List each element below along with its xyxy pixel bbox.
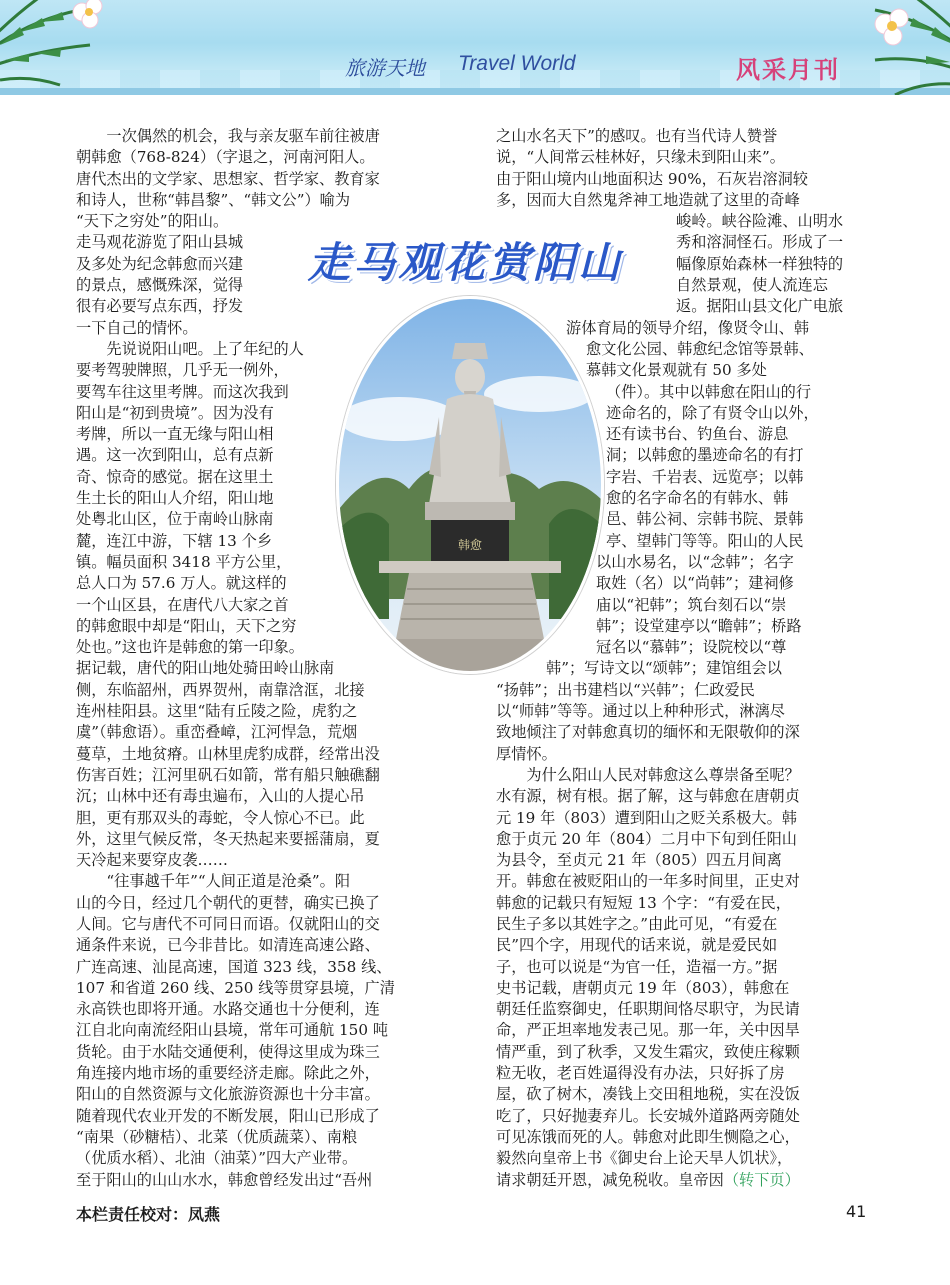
text-line: 可见冻饿而死的人。韩愈对此即生恻隐之心， xyxy=(496,1127,800,1146)
text-line: 朝廷任监察御史，任职期间恪尽职守，为民请 xyxy=(496,1000,800,1019)
text-line: 生土长的阳山人介绍，阳山地 xyxy=(76,489,274,508)
page-number: 41 xyxy=(846,1202,867,1221)
text-line: 天冷起来要穿皮袭…… xyxy=(76,851,228,870)
text-line: 要驾车往这里考牌。而这次我到 xyxy=(76,382,289,401)
text-line: 伤害百姓；江河里矾石如箭，常有船只触礁翻 xyxy=(76,765,380,784)
text-line: 史书记载，唐朝贞元 19 年（803），韩愈在 xyxy=(496,978,790,997)
text-line: 先说说阳山吧。上了年纪的人 xyxy=(76,339,304,358)
text-line: 据记载，唐代的阳山地处骑田岭山脉南 xyxy=(76,659,335,678)
text-line: 致地倾注了对韩愈真切的缅怀和无限敬仰的深 xyxy=(496,723,800,742)
text-line: 永高铁也即将开通。水路交通也十分便利，连 xyxy=(76,1000,380,1019)
text-line: 慕韩文化景观就有 50 多处 xyxy=(586,361,767,380)
text-line: 奇、惊奇的感觉。据在这里土 xyxy=(76,467,274,486)
text-line: 货轮。由于水陆交通便利，使得这里成为珠三 xyxy=(76,1042,380,1061)
text-line: 愈于贞元 20 年（804）二月中下旬到任阳山 xyxy=(496,829,797,848)
text-line: 总人口为 57.6 万人。就这样的 xyxy=(76,574,287,593)
text-line: 愈文化公园、韩愈纪念馆等景韩、 xyxy=(586,339,814,358)
text-line: 迹命名的，除了有贤令山以外， xyxy=(606,403,819,422)
text-line: “扬韩”；出书建档以“兴韩”；仁政爱民 xyxy=(496,680,755,699)
text-line: 侧，东临韶州，西界贺州，南靠浛洭，北接 xyxy=(76,680,365,699)
text-line: 情严重，到了秋季，又发生霜灾，致使庄稼颗 xyxy=(496,1042,800,1061)
text-line: 山的今日，经过几个朝代的更替，确实已换了 xyxy=(76,893,380,912)
text-line: 江自北向南流经阳山县境，常年可通航 150 吨 xyxy=(76,1021,389,1040)
text-line: 随着现代农业开发的不断发展，阳山已形成了 xyxy=(76,1106,380,1125)
article-column-left xyxy=(76,126,468,1191)
text-line: 唐代杰出的文学家、思想家、哲学家、教育家 xyxy=(76,169,380,188)
text-line: 麓，连江中游，下辖 13 个乡 xyxy=(76,531,273,550)
text-line: 取姓（名）以“尚韩”；建祠修 xyxy=(596,574,794,593)
text-line: 朝韩愈（768-824）（字退之，河南河阳人。 xyxy=(76,148,375,167)
text-line: 沉；山林中还有毒虫遍布，入山的人提心吊 xyxy=(76,787,365,806)
text-line: 阳山是“初到贵境”。因为没有 xyxy=(76,403,274,422)
text-line: 处也。”这也许是韩愈的第一印象。 xyxy=(76,638,304,657)
text-line: 庙以“祀韩”；筑台刻石以“崇 xyxy=(596,595,787,614)
text-line: 和诗人，世称“韩昌黎”、“韩文公”）喻为 xyxy=(76,190,351,209)
text-line: “南果（砂糖桔）、北菜（优质蔬菜）、南粮 xyxy=(76,1127,358,1146)
text-line: 外，这里气候反常，冬天热起来要摇蒲扇，夏 xyxy=(76,829,380,848)
text-line: 冠名以“慕韩”；设院校以“尊 xyxy=(596,638,787,657)
text-line: 通条件来说，已今非昔比。如清连高速公路、 xyxy=(76,936,380,955)
text-line: 遇。这一次到阳山，总有点新 xyxy=(76,446,274,465)
magazine-name: 风采月刊 xyxy=(736,55,840,84)
text-line: 处粤北山区，位于南岭山脉南 xyxy=(76,510,274,529)
text-line: 韩愈的记载只有短短 13 个字：“有爱在民， xyxy=(496,893,791,912)
section-title-cn: 旅游天地 xyxy=(345,56,425,80)
text-line: 自然景观，使人流连忘 xyxy=(676,276,828,295)
text-line: 峻岭。峡谷险滩、山明水 xyxy=(676,212,844,231)
text-line: 粒无收，老百姓逼得没有办法，只好拆了房 xyxy=(496,1064,785,1083)
text-line: “往事越千年”“人间正道是沧桑”。阳 xyxy=(76,872,351,891)
text-line: 邑、韩公祠、宗韩书院、景韩 xyxy=(606,510,804,529)
text-line: 以山水易名，以“念韩”；名字 xyxy=(596,552,794,571)
article-title: 走马观花赏阳山 xyxy=(308,238,624,287)
text-line: 胆，更有那双头的毒蛇，令人惊心不已。此 xyxy=(76,808,365,827)
text-line: 子，也可以说是“为官一任，造福一方。”据 xyxy=(496,957,778,976)
text-line: 镇。幅员面积 3418 平方公里， xyxy=(76,552,292,571)
text-line: 请求朝廷开恩，减免税收。皇帝因（转下页） xyxy=(496,1170,800,1189)
text-line: 屋，砍了树木，凑钱上交田租地税，实在没饭 xyxy=(496,1085,800,1104)
text-line: 民”四个字，用现代的话来说，就是爱民如 xyxy=(496,936,778,955)
text-line: 返。据阳山县文化广电旅 xyxy=(676,297,844,316)
text-line: 的景点，感慨殊深，觉得 xyxy=(76,276,244,295)
text-line: 民生子多以其姓字之。”由此可见，“有爱在 xyxy=(496,914,778,933)
text-line: 洞；以韩愈的墨迹命名的有打 xyxy=(606,446,804,465)
text-line: 人间。它与唐代不可同日而语。仅就阳山的交 xyxy=(76,914,380,933)
text-line: 游体育局的领导介绍，像贤令山、韩 xyxy=(566,318,809,337)
text-line: （优质水稻）、北油（油菜）”四大产业带。 xyxy=(76,1149,358,1168)
text-line: 蔓草，土地贫瘠。山林里虎豹成群，经常出没 xyxy=(76,744,380,763)
text-line: 为什么阳山人民对韩愈这么尊崇备至呢？ xyxy=(496,765,800,784)
text-line: 的韩愈眼中却是“阳山，天下之穷 xyxy=(76,616,297,635)
text-line: 还有读书台、钓鱼台、游息 xyxy=(606,425,789,444)
section-title-en: Travel World xyxy=(458,52,576,75)
text-line: 一次偶然的机会，我与亲友驱车前往被唐 xyxy=(76,127,380,145)
text-line: 愈的名字命名的有韩水、韩 xyxy=(606,489,789,508)
page-header xyxy=(0,0,950,95)
statue-plaque-text: 韩愈 xyxy=(457,538,483,552)
text-line: 至于阳山的山山水水，韩愈曾经发出过“吾州 xyxy=(76,1170,373,1189)
text-line: 说，“人间常云桂林好，只缘未到阳山来”。 xyxy=(496,148,785,167)
text-line: 一个山区县，在唐代八大家之首 xyxy=(76,595,289,614)
article-column-right xyxy=(496,126,874,1191)
text-line: 之山水名天下”的感叹。也有当代诗人赞誉 xyxy=(496,127,778,145)
text-line: 虞”（韩愈语）。重峦叠嶂，江河悍急，荒烟 xyxy=(76,723,358,742)
text-line: 命，严正坦率地发表己见。那一年，关中因旱 xyxy=(496,1021,800,1040)
text-line: 字岩、千岩表、远览亭；以韩 xyxy=(606,467,804,486)
text-line: 亭、望韩门等等。阳山的人民 xyxy=(606,531,804,550)
text-line: 广连高速、汕昆高速，国道 323 线，358 线、 xyxy=(76,957,392,976)
header-band xyxy=(0,88,950,95)
text-line: 毅然向皇帝上书《御史台上论天旱人饥状》， xyxy=(496,1149,793,1168)
continue-next-page-note: （转下页） xyxy=(723,1170,800,1189)
palm-flower-left-icon xyxy=(0,0,140,95)
text-line: 考牌，所以一直无缘与阳山相 xyxy=(76,425,274,444)
text-line: 幅像原始森林一样独特的 xyxy=(676,254,844,273)
text-line: 连州桂阳县。这里“陆有丘陵之险，虎豹之 xyxy=(76,702,358,721)
text-line: 及多处为纪念韩愈而兴建 xyxy=(76,254,244,273)
text-line: 多，因而大自然鬼斧神工地造就了这里的奇峰 xyxy=(496,190,800,209)
text-line: 韩”；设堂建亭以“瞻韩”；桥路 xyxy=(596,616,802,635)
text-line: 厚情怀。 xyxy=(496,744,557,763)
text-line: 由于阳山境内山地面积达 90%，石灰岩溶洞较 xyxy=(496,169,808,188)
text-line: （件）。其中以韩愈在阳山的行 xyxy=(606,382,812,401)
text-line: 要考驾驶牌照，几乎无一例外， xyxy=(76,361,289,380)
text-line: 以“师韩”等等。通过以上种种形式，淋漓尽 xyxy=(496,702,785,721)
text-line: 开。韩愈在被贬阳山的一年多时间里，正史对 xyxy=(496,872,800,891)
text-line: 阳山的自然资源与文化旅游资源也十分丰富。 xyxy=(76,1085,380,1104)
text-line: 角连接内地市场的重要经济走廊。除此之外， xyxy=(76,1064,380,1083)
text-line: 韩”；写诗文以“颂韩”；建馆组会以 xyxy=(546,659,782,678)
text-line: “天下之穷处”的阳山。 xyxy=(76,212,229,231)
text-line: 元 19 年（803）遭到阳山之贬关系极大。韩 xyxy=(496,808,797,827)
text-line: 很有必要写点东西，抒发 xyxy=(76,297,244,316)
text-line: 为县令，至贞元 21 年（805）四五月间离 xyxy=(496,851,782,870)
text-line: 走马观花游览了阳山县城 xyxy=(76,233,244,252)
text-line: 一下自己的情怀。 xyxy=(76,318,198,337)
proofreader-credit: 本栏责任校对：凤燕 xyxy=(76,1205,221,1224)
text-line: 秀和溶洞怪石。形成了一 xyxy=(676,233,844,252)
text-line: 吃了，只好抛妻弃儿。长安城外道路两旁随处 xyxy=(496,1106,800,1125)
text-line: 107 和省道 260 线、250 线等贯穿县境，广清 xyxy=(76,978,395,997)
text-line: 水有源，树有根。据了解，这与韩愈在唐朝贞 xyxy=(496,787,800,806)
